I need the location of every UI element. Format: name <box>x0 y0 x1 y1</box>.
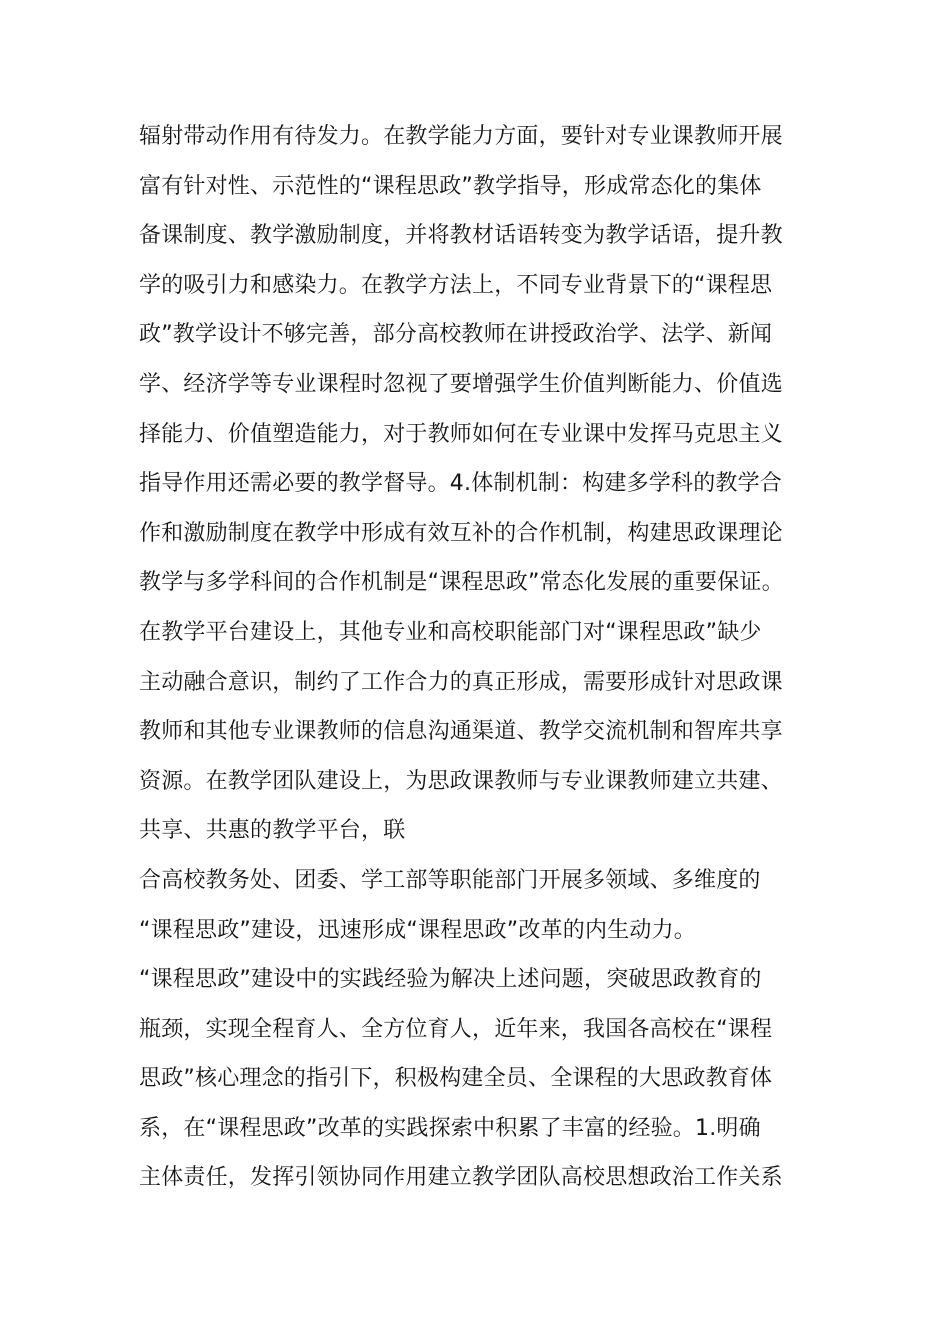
text-line: 作和激励制度在教学中形成有效互补的合作机制，构建思政课理论 <box>139 520 783 546</box>
text-line: 学、经济学等专业课程时忽视了要增强学生价值判断能力、价值选 <box>139 371 783 397</box>
text-line: 指导作用还需必要的教学督导。4.体制机制：构建多学科的教学合 <box>139 471 782 497</box>
text-line: 合高校教务处、团委、学工部等职能部门开展多领域、多维度的 <box>139 867 761 893</box>
body-text <box>139 112 859 1203</box>
text-line: 瓶颈，实现全程育人、全方位育人，近年来，我国各高校在“课程 <box>139 1016 773 1042</box>
text-line: 择能力、价值塑造能力，对于教师如何在专业课中发挥马克思主义 <box>139 421 783 447</box>
text-line: “课程思政”建设，迅速形成“课程思政”改革的内生动力。 <box>139 917 696 943</box>
text-line: 资源。在教学团队建设上，为思政课教师与专业课教师建立共建、 <box>139 768 783 794</box>
text-line: 备课制度、教学激励制度，并将教材话语转变为教学话语，提升教 <box>139 223 783 249</box>
text-line: 政”教学设计不够完善，部分高校教师在讲授政治学、法学、新闻 <box>139 322 773 348</box>
text-line: 学的吸引力和感染力。在教学方法上，不同专业背景下的“课程思 <box>139 272 773 298</box>
text-line: “课程思政”建设中的实践经验为解决上述问题，突破思政教育的 <box>139 967 762 993</box>
text-line: 共享、共惠的教学平台，联 <box>139 818 406 844</box>
text-line: 主动融合意识，制约了工作合力的真正形成，需要形成针对思政课 <box>139 669 783 695</box>
text-line: 教学与多学科间的合作机制是“课程思政”常态化发展的重要保证。 <box>139 570 784 596</box>
text-line: 系，在“课程思政”改革的实践探索中积累了丰富的经验。1.明确 <box>139 1115 761 1141</box>
text-line: 主体责任，发挥引领协同作用建立教学团队高校思想政治工作关系 <box>139 1165 783 1191</box>
text-line: 思政”核心理念的指引下，积极构建全员、全课程的大思政教育体 <box>139 1066 773 1092</box>
text-line: 辐射带动作用有待发力。在教学能力方面，要针对专业课教师开展 <box>139 124 783 149</box>
text-line: 在教学平台建设上，其他专业和高校职能部门对“课程思政”缺少 <box>139 619 762 645</box>
text-line: 教师和其他专业课教师的信息沟通渠道、教学交流机制和智库共享 <box>139 719 783 745</box>
text-line: 富有针对性、示范性的“课程思政”教学指导，形成常态化的集体 <box>139 173 762 199</box>
